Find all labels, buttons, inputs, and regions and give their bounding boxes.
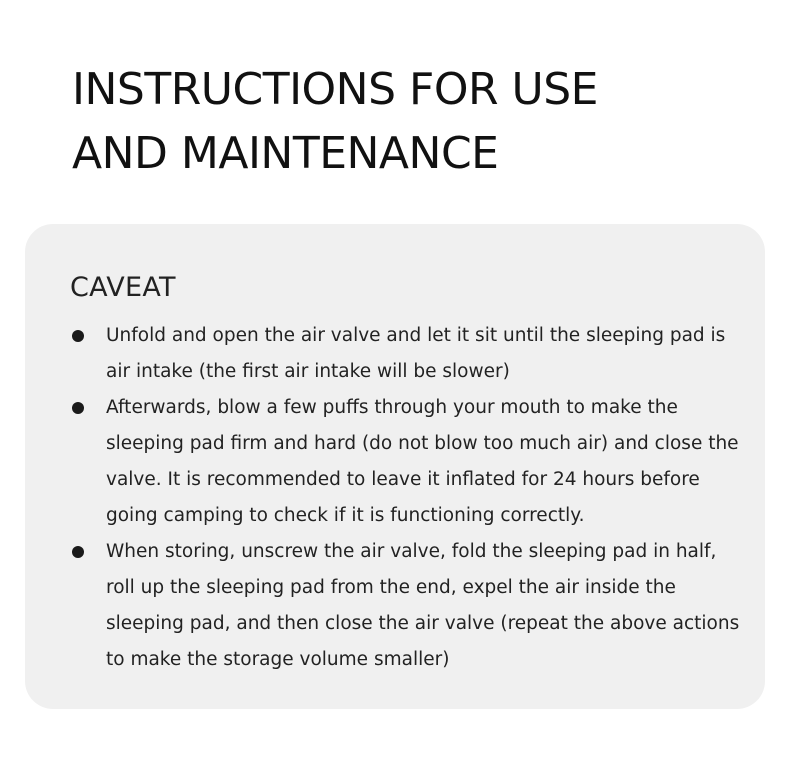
bullet-dot-icon xyxy=(72,330,84,342)
page-title-line-1: INSTRUCTIONS FOR USE xyxy=(72,64,598,115)
caveat-list xyxy=(70,318,740,678)
list-item xyxy=(70,318,740,390)
caveat-item-text: Unfold and open the air valve and let it sit until the sleeping pad is air intake (the first air intake will be slower) xyxy=(106,325,726,382)
caveat-item-text: When storing, unscrew the air valve, fold the sleeping pad in half, roll up the sleeping pad from the end, expel the air inside the sleeping pad, and then close the air valve (repeat the above actions to make the storage volume smaller) xyxy=(106,541,740,670)
page-title xyxy=(72,58,712,186)
list-item xyxy=(70,534,740,678)
bullet-dot-icon xyxy=(72,402,84,414)
bullet-dot-icon xyxy=(72,546,84,558)
caveat-card xyxy=(25,224,765,709)
caveat-heading: CAVEAT xyxy=(70,272,176,303)
list-item xyxy=(70,390,740,534)
page-title-line-2: AND MAINTENANCE xyxy=(72,128,499,179)
caveat-item-text: Afterwards, blow a few puffs through your mouth to make the sleeping pad firm and hard (do not blow too much air) and close the valve. It is recommended to leave it inflated for 24 hours before going camping to check if it is functioning correctly. xyxy=(106,397,739,526)
